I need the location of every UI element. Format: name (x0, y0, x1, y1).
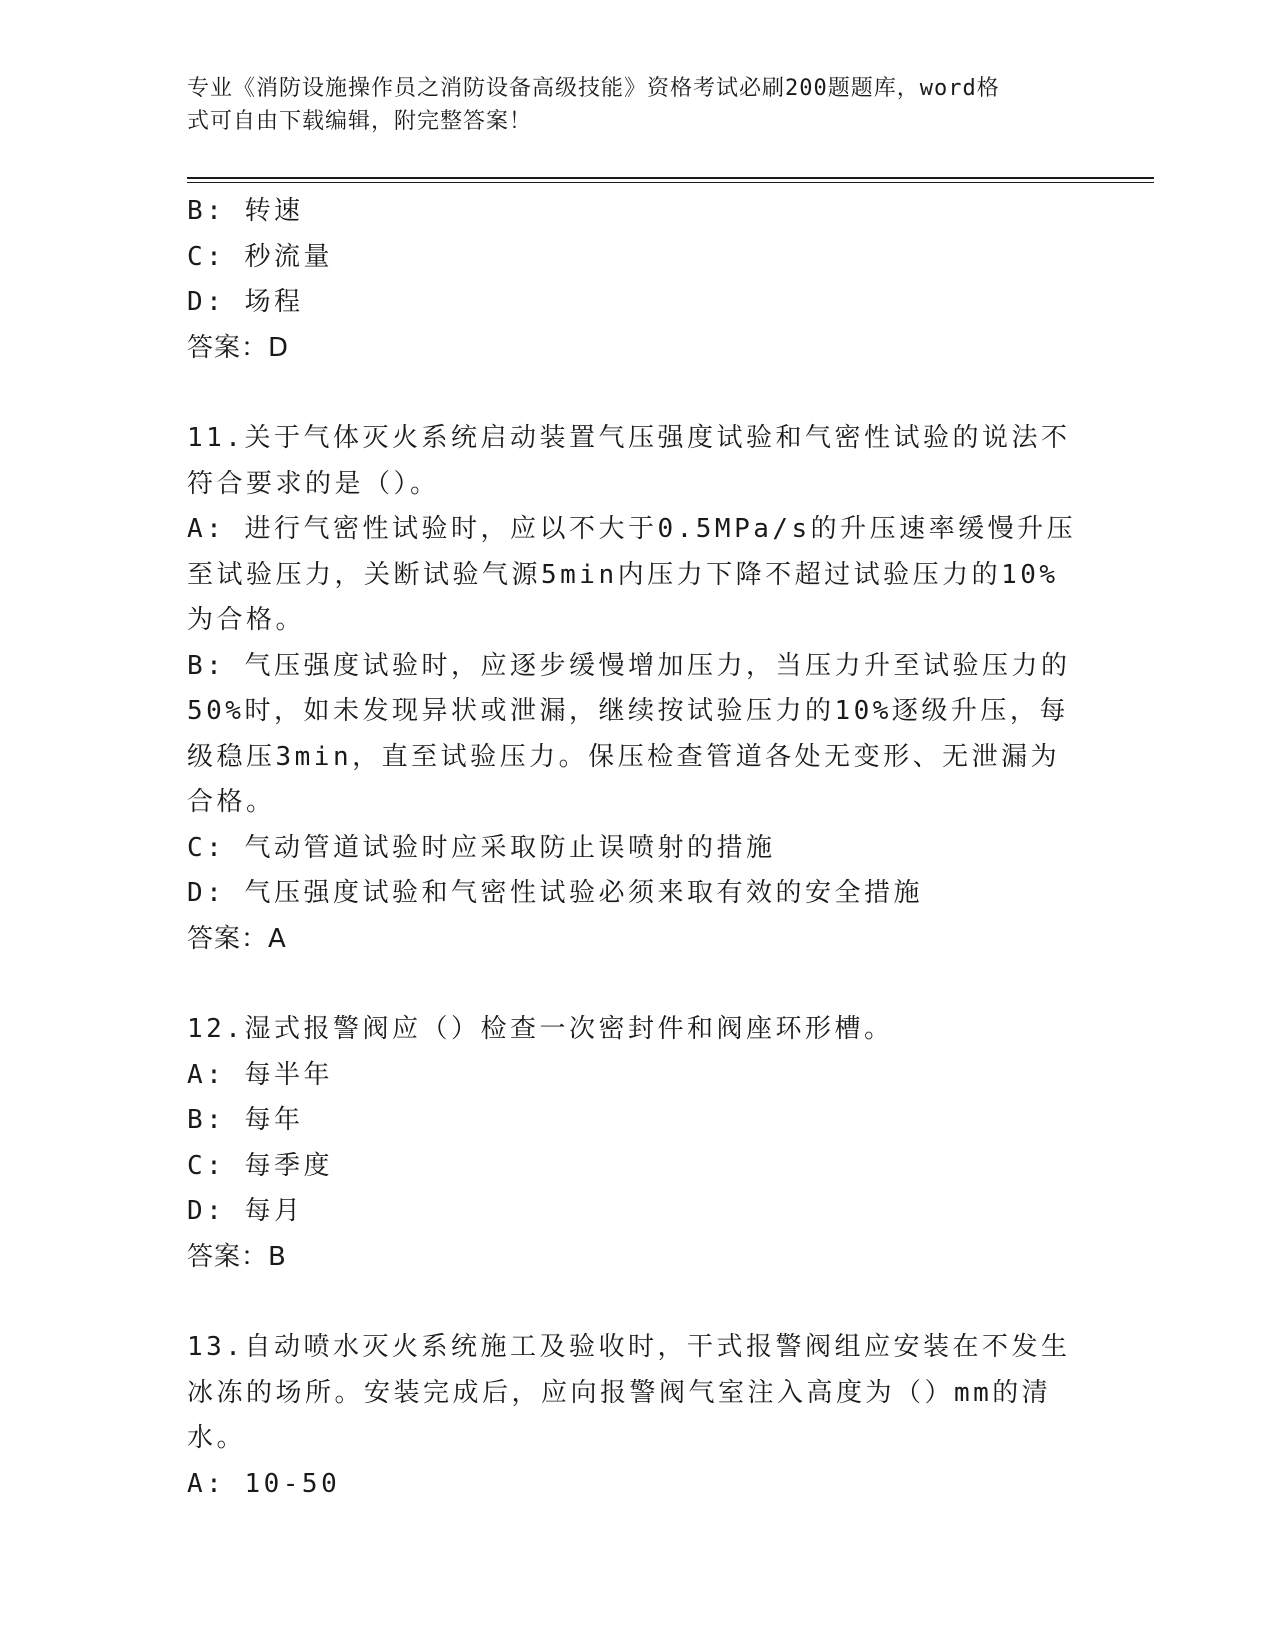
header-divider-thick (187, 177, 1154, 179)
spacer (187, 962, 1077, 1007)
header-divider-thin (187, 182, 1154, 183)
question-12-text: 12.湿式报警阀应（）检查一次密封件和阀座环形槽。 (187, 1014, 894, 1044)
spacer (187, 1280, 1077, 1325)
answer-line: 答案：A (187, 923, 287, 954)
option-c: C: 每季度 (187, 1150, 333, 1181)
option-b: B: 转速 (187, 196, 304, 226)
prev-question-block (187, 189, 1077, 371)
question-11-text: 11.关于气体灭火系统启动装置气压强度试验和气密性试验的说法不符合要求的是（）。 (187, 423, 1071, 499)
question-11-block (187, 416, 1077, 962)
option-b: B: 气压强度试验时，应逐步缓慢增加压力，当压力升至试验压力的50%时，如未发现异状或泄漏，继续按试验压力的10%逐级升压，每级稳压3min，直至试验压力。保压检查管道各处无变形、无泄漏为合格。 (187, 650, 1071, 817)
question-13-block (187, 1325, 1077, 1507)
answer-line: 答案：D (187, 332, 290, 363)
option-b: B: 每年 (187, 1105, 304, 1135)
option-d: D: 每月 (187, 1196, 304, 1226)
option-c: C: 秒流量 (187, 241, 333, 272)
option-a: A: 每半年 (187, 1059, 333, 1090)
header-line-1: 专业《消防设施操作员之消防设备高级技能》资格考试必刷200题题库，word格 (187, 76, 1000, 101)
option-d: D: 场程 (187, 287, 304, 317)
option-a: A: 10-50 (187, 1468, 341, 1499)
answer-line: 答案：B (187, 1241, 287, 1272)
option-c: C: 气动管道试验时应采取防止误喷射的措施 (187, 832, 776, 863)
question-13-text: 13.自动喷水灭火系统施工及验收时，干式报警阀组应安装在不发生冰冻的场所。安装完成后，应向报警阀气室注入高度为（）mm的清水。 (187, 1332, 1071, 1453)
document-header (187, 72, 1067, 138)
header-line-2: 式可自由下载编辑，附完整答案！ (187, 109, 533, 134)
question-content (187, 189, 1077, 1507)
option-a: A: 进行气密性试验时，应以不大于0.5MPa/s的升压速率缓慢升压至试验压力，关断试验气源5min内压力下降不超过试验压力的10%为合格。 (187, 514, 1077, 635)
spacer (187, 371, 1077, 416)
question-12-block (187, 1007, 1077, 1280)
option-d: D: 气压强度试验和气密性试验必须来取有效的安全措施 (187, 878, 923, 908)
